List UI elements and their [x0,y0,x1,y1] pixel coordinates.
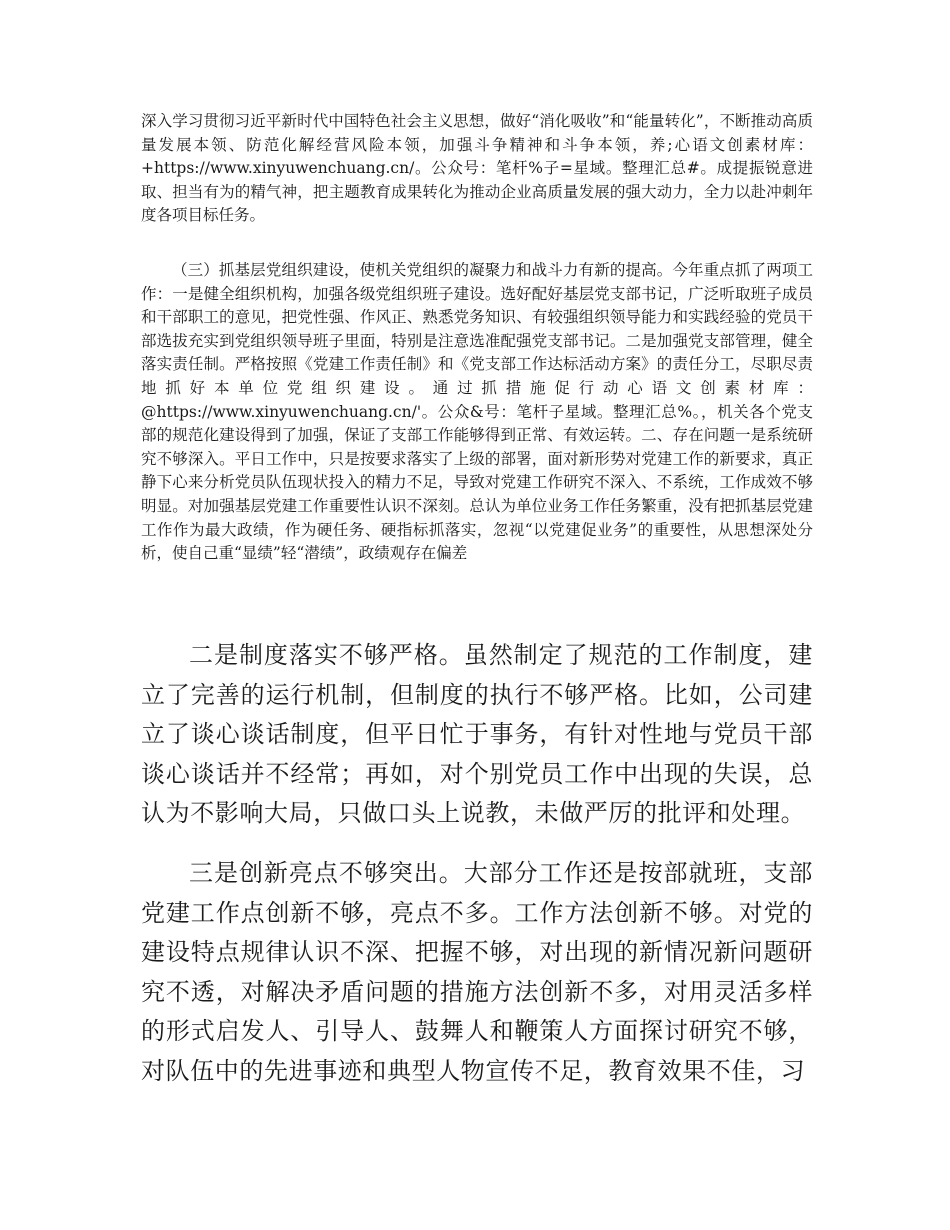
paragraph-system-implementation: 二是制度落实不够严格。虽然制定了规范的工作制度，建立了完善的运行机制，但制度的执行不够严格。比如，公司建立了谈心谈话制度，但平日忙于事务，有针对性地与党员干部谈心谈话并不经常；再如，对个别党员工作中出现的失误，总认为不影响大局，只做口头上说教，未做严厉的批评和处理。 [141,641,813,828]
paragraph-study-thought: 深入学习贯彻习近平新时代中国特色社会主义思想，做好“消化吸收”和“能量转化”，不断推动高质量发展本领、防范化解经营风险本领，加强斗争精神和斗争本领，养;心语文创素材库：+https://www.xinyuwenchuang.cn/。公众号：笔杆%子=星域。整理汇总#。成提振锐意进取、担当有为的精气神，把主题教育成果转化为推动企业高质量发展的强大动力，全力以赴冲刺年度各项目标任务。 [141,112,813,225]
paragraph-party-organization: （三）抓基层党组织建设，使机关党组织的凝聚力和战斗力有新的提高。今年重点抓了两项工作：一是健全组织机构，加强各级党组织班子建设。选好配好基层党支部书记，广泛听取班子成员和干部职工的意见，把党性强、作风正、熟悉党务知识、有较强组织领导能力和实践经验的党员干部选拔充实到党组织领导班子里面，特别是注意选准配强党支部书记。二是加强党支部管理，健全落实责任制。严格按照《党建工作责任制》和《党支部工作达标活动方案》的责任分工，尽职尽责地抓好本单位党组织建设。通过抓措施促行动心语文创素材库：@https://www.xinyuwenchuang.cn/'。公众&号：笔杆子星域。整理汇总%。，机关各个党支部的规范化建设得到了加强，保证了支部工作能够得到正常、有效运转。二、存在问题一是系统研究不够深入。平日工作中，只是按要求落实了上级的部署，面对新形势对党建工作的新要求，真正静下心来分析党员队伍现状投入的精力不足，导致对党建工作研究不深入、不系统，工作成效不够明显。对加强基层党建工作重要性认识不深刻。总认为单位业务工作任务繁重，没有把抓基层党建工作作为最大政绩，作为硬任务、硬指标抓落实，忽视“以党建促业务”的重要性，从思想深处分析，使自己重“显绩”轻“潜绩”，政绩观存在偏差 [141,261,813,563]
paragraph-innovation: 三是创新亮点不够突出。大部分工作还是按部就班，支部党建工作点创新不够，亮点不多。工作方法创新不够。对党的建设特点规律认识不深、把握不够，对出现的新情况新问题研究不透，对解决矛盾问题的措施方法创新不多，对用灵活多样的形式启发人、引导人、鼓舞人和鞭策人方面探讨研究不够，对队伍中的先进事迹和典型人物宣传不足，教育效果不佳，习 [141,859,813,1085]
